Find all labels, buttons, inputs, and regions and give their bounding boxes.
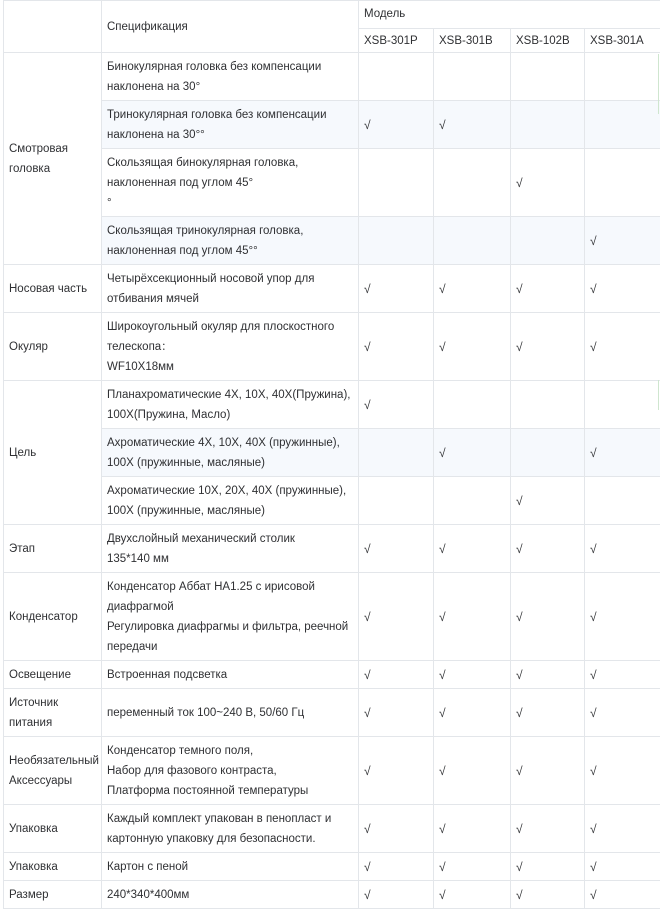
check-cell [585,661,660,689]
check-cell [511,689,585,737]
checkmark-icon: √ [439,822,446,836]
check-cell [511,217,585,265]
check-cell [359,429,434,477]
spec-cell: Встроенная подсветка [102,661,359,689]
header-row-1 [4,1,660,29]
checkmark-icon: √ [590,340,597,354]
table-row [4,477,660,525]
check-cell [434,881,511,909]
check-cell [511,477,585,525]
checkmark-icon: √ [516,282,523,296]
checkmark-icon: √ [516,610,523,624]
spec-cell: Конденсатор Аббат НА1.25 с ирисовой диафрагмой Регулировка диафрагмы и фильтра, реечной передачи [102,573,359,661]
table-row [4,313,660,381]
spec-cell: Картон с пеной [102,853,359,881]
check-cell [434,217,511,265]
category-cell: Конденсатор [4,573,102,661]
check-cell [511,573,585,661]
checkmark-icon: √ [516,176,523,190]
checkmark-icon: √ [590,764,597,778]
check-cell [434,805,511,853]
check-cell [585,265,660,313]
check-cell [585,805,660,853]
header-model-name: XSB-301B [434,29,511,53]
checkmark-icon: √ [590,706,597,720]
checkmark-icon: √ [364,706,371,720]
checkmark-icon: √ [364,398,371,412]
category-cell: Необязательный Аксессуары [4,737,102,805]
checkmark-icon: √ [364,610,371,624]
checkmark-icon: √ [516,340,523,354]
checkmark-icon: √ [516,764,523,778]
check-cell [434,53,511,101]
check-cell [511,525,585,573]
spec-cell: переменный ток 100~240 В, 50/60 Гц [102,689,359,737]
check-cell [585,381,660,429]
spec-cell: Скользящая бинокулярная головка, наклоненная под углом 45° ° [102,149,359,217]
check-cell [434,689,511,737]
header-spec-cell [102,1,359,53]
check-cell [585,477,660,525]
check-cell [359,689,434,737]
header-model-label: Модель [364,8,405,20]
category-cell: Смотровая головка [4,53,102,265]
header-spec-label: Спецификация [107,21,188,33]
table-row [4,689,660,737]
checkmark-icon: √ [364,668,371,682]
check-cell [359,101,434,149]
table-row [4,217,660,265]
check-cell [585,881,660,909]
checkmark-icon: √ [439,888,446,902]
checkmark-icon: √ [364,118,371,132]
check-cell [434,381,511,429]
check-cell [359,805,434,853]
checkmark-icon: √ [516,822,523,836]
check-cell [359,525,434,573]
check-cell [434,573,511,661]
check-cell [359,265,434,313]
spec-cell: Скользящая тринокулярная головка, наклоненная под углом 45°° [102,217,359,265]
checkmark-icon: √ [516,668,523,682]
checkmark-icon: √ [439,668,446,682]
check-cell [434,737,511,805]
table-row [4,149,660,217]
check-cell [585,573,660,661]
category-cell: Освещение [4,661,102,689]
checkmark-icon: √ [590,888,597,902]
checkmark-icon: √ [590,668,597,682]
check-cell [359,853,434,881]
check-cell [434,265,511,313]
category-cell: Носовая часть [4,265,102,313]
spec-cell: Каждый комплект упакован в пенопласт и картонную упаковку для безопасности. [102,805,359,853]
checkmark-icon: √ [439,610,446,624]
check-cell [359,477,434,525]
check-cell [511,53,585,101]
check-cell [511,429,585,477]
header-empty-cell [4,1,102,53]
check-cell [434,477,511,525]
checkmark-icon: √ [590,234,597,248]
table-row [4,805,660,853]
checkmark-icon: √ [364,282,371,296]
spec-cell: Планахроматические 4X, 10X, 40X(Пружина), 100X(Пружина, Масло) [102,381,359,429]
check-cell [359,573,434,661]
spec-table-wrapper [3,0,660,909]
checkmark-icon: √ [439,706,446,720]
check-cell [359,149,434,217]
spec-cell: Тринокулярная головка без компенсации наклонена на 30°° [102,101,359,149]
spec-cell: Конденсатор темного поля, Набор для фазового контраста, Платформа постоянной температуры [102,737,359,805]
checkmark-icon: √ [516,494,523,508]
checkmark-icon: √ [590,446,597,460]
check-cell [585,53,660,101]
check-cell [359,53,434,101]
category-cell: Размер [4,881,102,909]
header-model-name: XSB-301P [359,29,434,53]
check-cell [585,149,660,217]
spec-cell: Ахроматические 10X, 20X, 40X (пружинные), 100X (пружинные, масляные) [102,477,359,525]
table-row [4,881,660,909]
spec-cell: Ахроматические 4X, 10X, 40X (пружинные), 100X (пружинные, масляные) [102,429,359,477]
check-cell [585,689,660,737]
check-cell [359,737,434,805]
check-cell [511,101,585,149]
check-cell [511,661,585,689]
checkmark-icon: √ [516,706,523,720]
check-cell [511,805,585,853]
checkmark-icon: √ [439,764,446,778]
checkmark-icon: √ [439,118,446,132]
scroll-track-line [658,380,659,410]
spec-table [3,0,660,909]
table-row [4,661,660,689]
spec-cell: Бинокулярная головка без компенсации наклонена на 30° [102,53,359,101]
header-model-name: XSB-102B [511,29,585,53]
spec-cell: 240*340*400мм [102,881,359,909]
checkmark-icon: √ [516,860,523,874]
table-row [4,53,660,101]
checkmark-icon: √ [439,340,446,354]
table-row [4,737,660,805]
check-cell [434,101,511,149]
spec-cell: Четырёхсекционный носовой упор для отбивания мячей [102,265,359,313]
header-model-cell [359,1,660,29]
checkmark-icon: √ [516,888,523,902]
scroll-track-line [658,54,659,114]
check-cell [511,313,585,381]
check-cell [434,149,511,217]
check-cell [585,217,660,265]
check-cell [511,381,585,429]
check-cell [511,737,585,805]
category-cell: Окуляр [4,313,102,381]
check-cell [511,149,585,217]
check-cell [585,429,660,477]
table-row [4,525,660,573]
checkmark-icon: √ [439,446,446,460]
checkmark-icon: √ [590,282,597,296]
checkmark-icon: √ [364,542,371,556]
category-cell: Упаковка [4,805,102,853]
table-row [4,429,660,477]
check-cell [585,853,660,881]
check-cell [585,101,660,149]
check-cell [434,661,511,689]
checkmark-icon: √ [364,764,371,778]
check-cell [434,313,511,381]
check-cell [434,853,511,881]
checkmark-icon: √ [364,340,371,354]
checkmark-icon: √ [590,610,597,624]
check-cell [511,853,585,881]
checkmark-icon: √ [364,822,371,836]
category-cell: Этап [4,525,102,573]
check-cell [359,313,434,381]
check-cell [511,881,585,909]
checkmark-icon: √ [590,542,597,556]
check-cell [434,429,511,477]
table-row [4,573,660,661]
check-cell [511,265,585,313]
header-model-name: XSB-301A [585,29,660,53]
checkmark-icon: √ [590,822,597,836]
spec-cell: Двухслойный механический столик 135*140 мм [102,525,359,573]
check-cell [359,381,434,429]
check-cell [585,313,660,381]
check-cell [585,525,660,573]
checkmark-icon: √ [439,542,446,556]
checkmark-icon: √ [364,888,371,902]
table-row [4,381,660,429]
check-cell [359,881,434,909]
table-row [4,853,660,881]
checkmark-icon: √ [439,282,446,296]
checkmark-icon: √ [516,542,523,556]
checkmark-icon: √ [439,860,446,874]
category-cell: Цель [4,381,102,525]
check-cell [585,737,660,805]
check-cell [434,525,511,573]
check-cell [359,661,434,689]
check-cell [359,217,434,265]
table-row [4,101,660,149]
checkmark-icon: √ [590,860,597,874]
checkmark-icon: √ [364,860,371,874]
spec-cell: Широкоугольный окуляр для плоскостного телескопа： WF10X18мм [102,313,359,381]
category-cell: Источник питания [4,689,102,737]
table-row [4,265,660,313]
category-cell: Упаковка [4,853,102,881]
